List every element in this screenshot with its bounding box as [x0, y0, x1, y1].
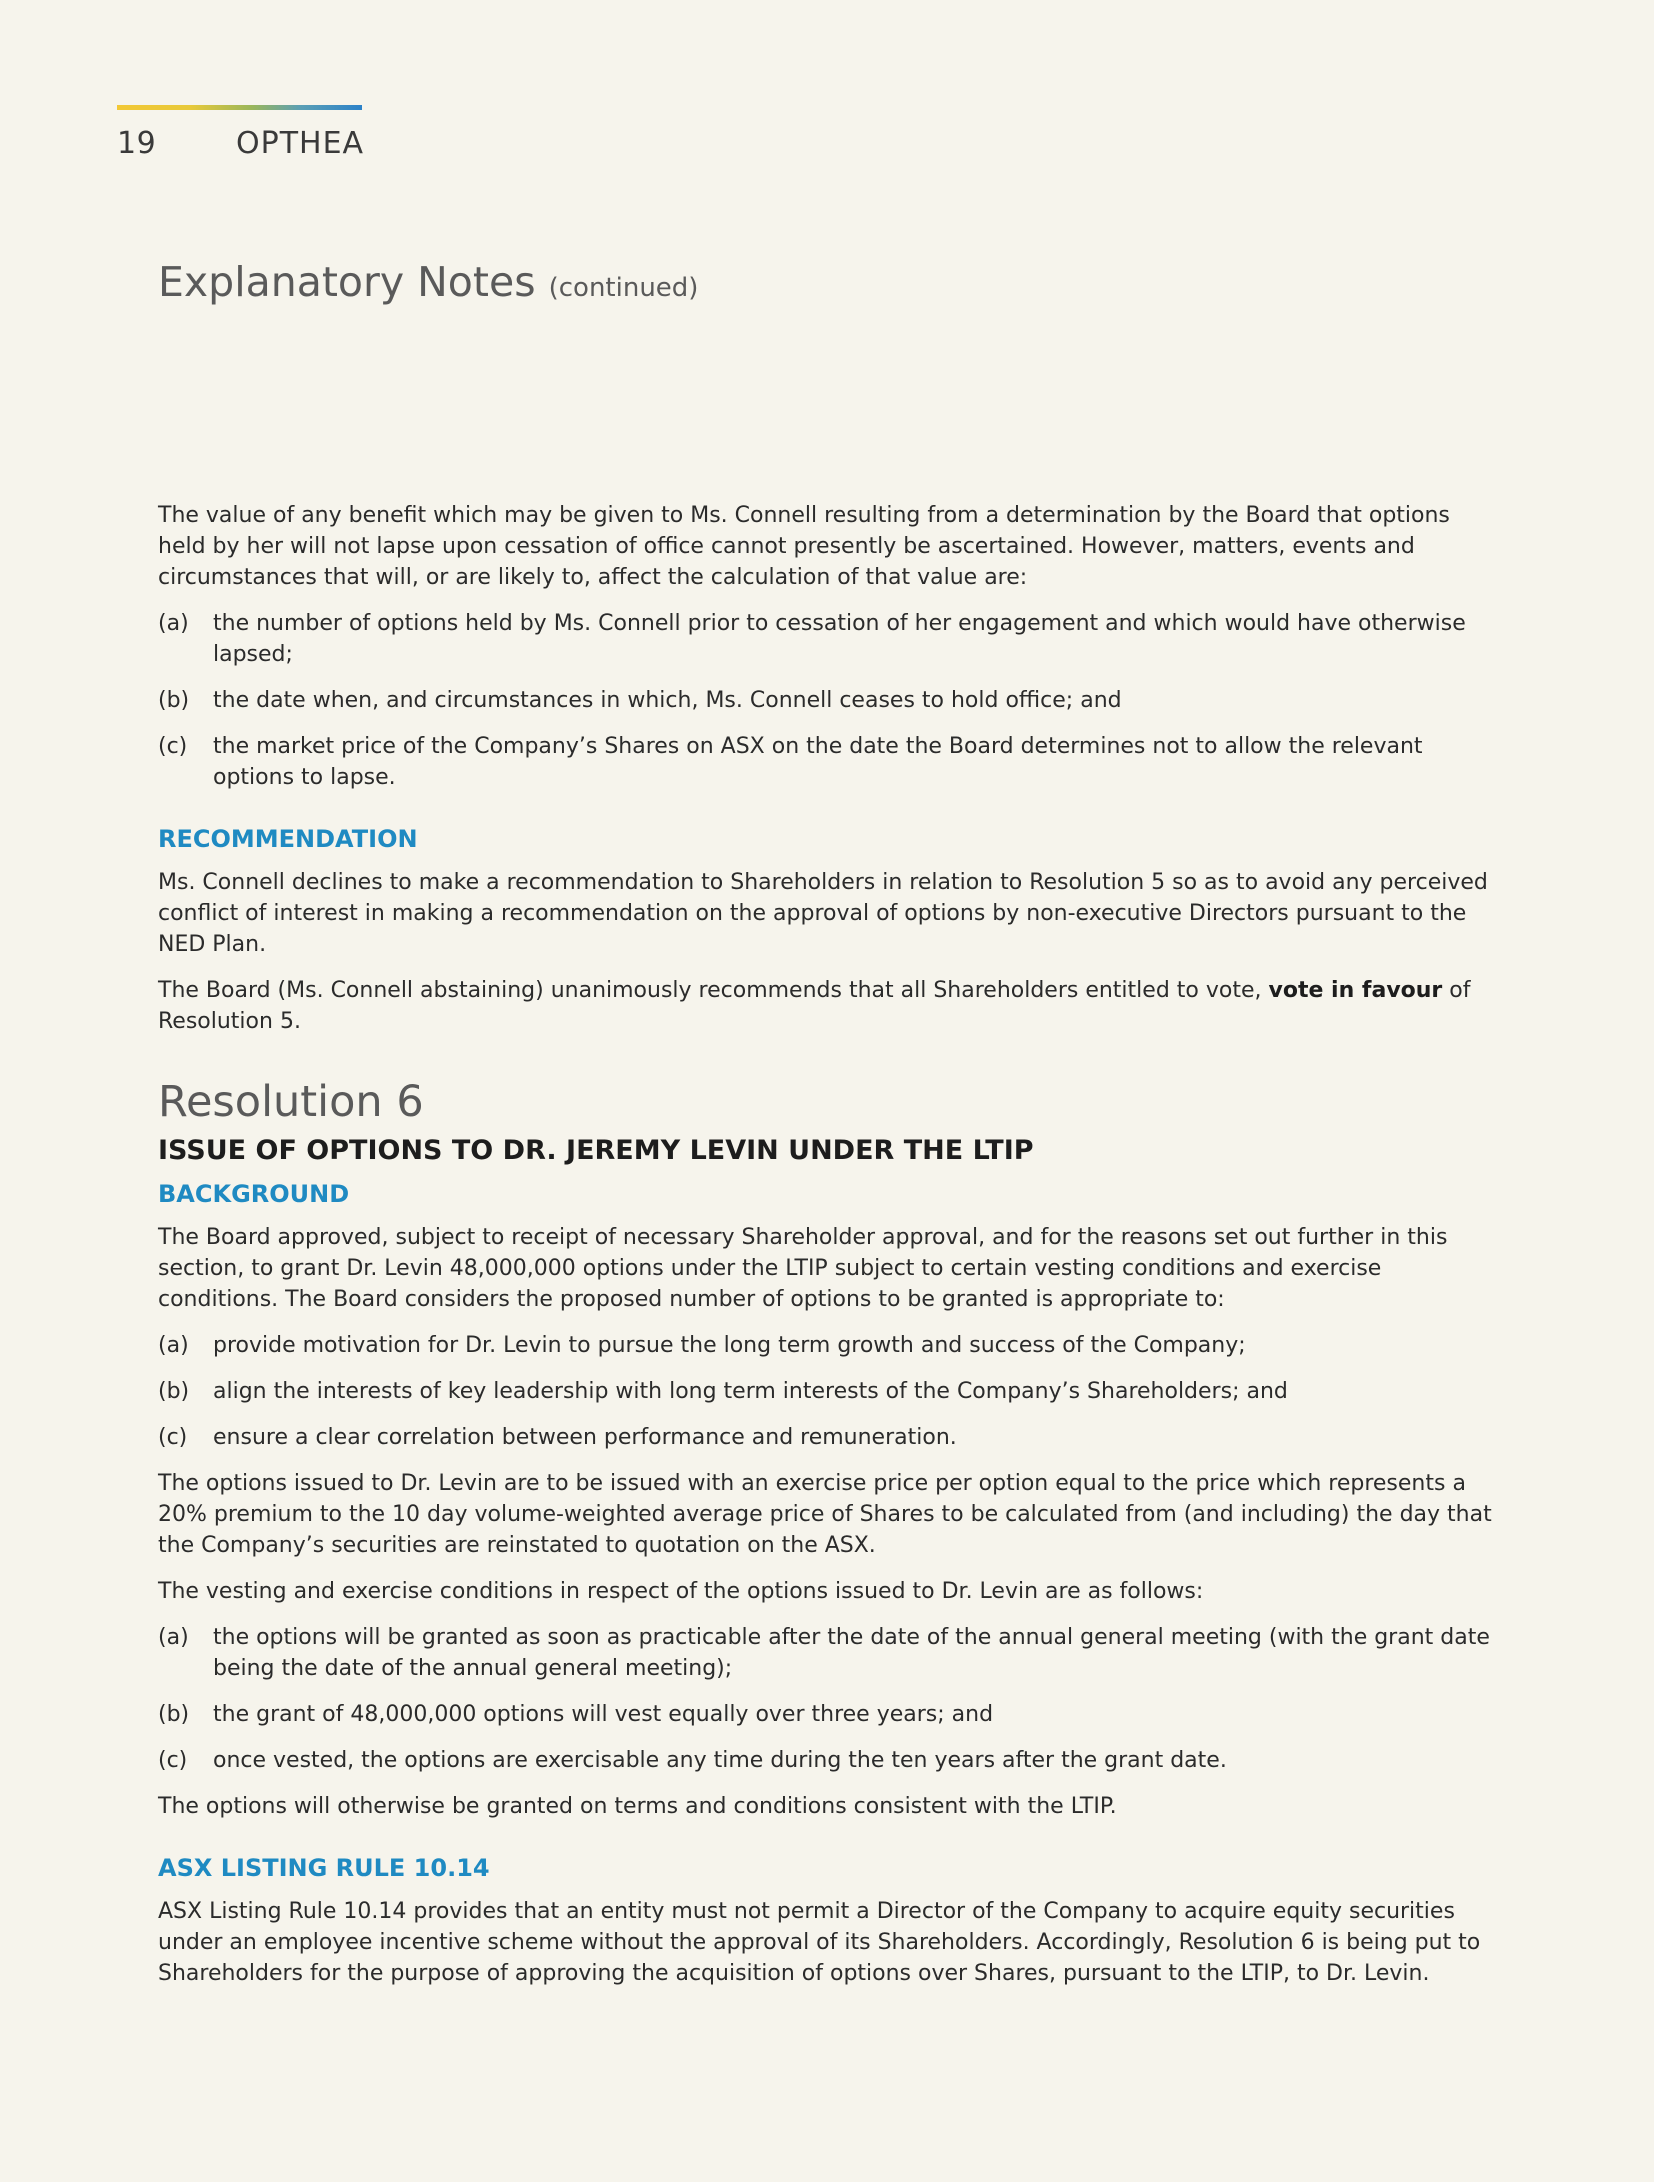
background-list: [158, 1330, 1498, 1453]
background-heading: BACKGROUND: [158, 1180, 350, 1208]
section-title: [158, 258, 1498, 306]
list-item-text: the date when, and circumstances in which, Ms. Connell ceases to hold office; and: [213, 688, 1122, 713]
page-number: 19: [117, 126, 157, 161]
list-item: [158, 608, 1498, 670]
section-title-main: Explanatory Notes: [158, 258, 536, 306]
list-item-text: once vested, the options are exercisable any time during the ten years after the grant date.: [213, 1748, 1227, 1773]
list-item: [158, 1622, 1498, 1684]
list-marker: (b): [158, 688, 190, 713]
brand-logo-text: OPTHEA: [236, 126, 365, 161]
vesting-list: [158, 1622, 1498, 1776]
section-title-suffix: (continued): [548, 273, 699, 303]
list-item: [158, 1699, 1498, 1730]
asx-listing-rule-paragraph: ASX Listing Rule 10.14 provides that an entity must not permit a Director of the Company to acquire equity securities under an employee incentive scheme without the approval of its Shareholders. Accordingly, Resolution 6 is being put to Shareholders for the purpose of approving the acquisition of options over Shares, pursuant to the LTIP, to Dr. Levin.: [158, 1899, 1481, 1986]
list-item-text: the options will be granted as soon as practicable after the date of the annual general meeting (with the grant date being the date of the annual general meeting);: [213, 1625, 1490, 1681]
resolution-6-title: Resolution 6: [158, 1077, 424, 1127]
list-item-text: the grant of 48,000,000 options will vest equally over three years; and: [213, 1702, 994, 1727]
list-marker: (a): [158, 1333, 189, 1358]
vote-text-before: The Board (Ms. Connell abstaining) unanimously recommends that all Shareholders entitled to vote,: [158, 978, 1269, 1003]
list-marker: (c): [158, 734, 188, 759]
list-item-text: the market price of the Company’s Shares on ASX on the date the Board determines not to allow the relevant options to lapse.: [213, 734, 1423, 790]
list-item: [158, 1376, 1498, 1407]
list-item: [158, 1745, 1498, 1776]
header-accent-bar: [117, 105, 362, 110]
recommendation-vote-paragraph: [158, 975, 1498, 1037]
list-item-text: align the interests of key leadership with long term interests of the Company’s Shareholders; and: [213, 1379, 1288, 1404]
list-marker: (a): [158, 1625, 189, 1650]
list-item: [158, 1330, 1498, 1361]
list-marker: (c): [158, 1425, 188, 1450]
list-marker: (b): [158, 1702, 190, 1727]
list-item-text: ensure a clear correlation between performance and remuneration.: [213, 1425, 957, 1450]
recommendation-paragraph: Ms. Connell declines to make a recommendation to Shareholders in relation to Resolution 5 so as to avoid any perceived conflict of interest in making a recommendation on the approval of options by non-executive Directors pursuant to the NED Plan.: [158, 870, 1488, 957]
exercise-price-paragraph: The options issued to Dr. Levin are to be issued with an exercise price per option equal to the price which represents a 20% premium to the 10 day volume-weighted average price of Shares to be calculated from (and including) the day that the Company’s securities are reinstated to quotation on the ASX.: [158, 1471, 1492, 1558]
recommendation-heading: RECOMMENDATION: [158, 825, 418, 853]
list-item-text: the number of options held by Ms. Connell prior to cessation of her engagement and which would have otherwise lapsed;: [213, 611, 1466, 667]
list-marker: (b): [158, 1379, 190, 1404]
list-item-text: provide motivation for Dr. Levin to pursue the long term growth and success of the Company;: [213, 1333, 1246, 1358]
resolution-6-subtitle: ISSUE OF OPTIONS TO DR. JEREMY LEVIN UNDER THE LTIP: [158, 1135, 1034, 1166]
asx-listing-rule-heading: ASX LISTING RULE 10.14: [158, 1854, 490, 1882]
intro-list: [158, 608, 1498, 793]
vote-text-after: of Resolution 5.: [158, 978, 1471, 1034]
page-content: [158, 258, 1498, 2004]
list-marker: (c): [158, 1748, 188, 1773]
vote-in-favour-bold: vote in favour: [1268, 978, 1443, 1003]
terms-paragraph: The options will otherwise be granted on terms and conditions consistent with the LTIP.: [158, 1794, 1117, 1819]
list-item: [158, 685, 1498, 716]
vesting-intro-paragraph: The vesting and exercise conditions in respect of the options issued to Dr. Levin are as follows:: [158, 1579, 1204, 1604]
background-paragraph: The Board approved, subject to receipt of necessary Shareholder approval, and for the reasons set out further in this section, to grant Dr. Levin 48,000,000 options under the LTIP subject to certain vesting conditions and exercise conditions. The Board considers the proposed number of options to be granted is appropriate to:: [158, 1225, 1448, 1312]
list-item: [158, 1422, 1498, 1453]
list-marker: (a): [158, 611, 189, 636]
list-item: [158, 731, 1498, 793]
intro-paragraph: The value of any benefit which may be given to Ms. Connell resulting from a determination by the Board that options held by her will not lapse upon cessation of office cannot presently be ascertained. However, matters, events and circumstances that will, or are likely to, affect the calculation of that value are:: [158, 503, 1450, 590]
